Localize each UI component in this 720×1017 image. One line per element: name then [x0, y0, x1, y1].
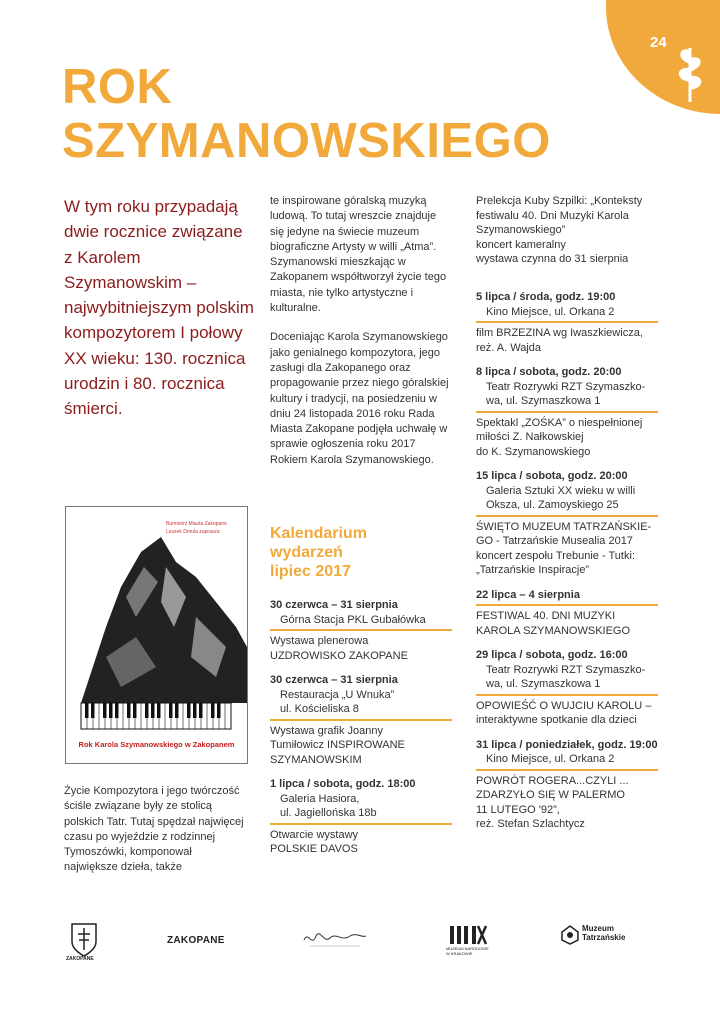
event-item — [476, 738, 658, 832]
event-description: FESTIWAL 40. DNI MUZYKI — [476, 610, 616, 622]
event-venue: Górna Stacja PKL Gubałówka — [280, 613, 426, 626]
event-description: ŚWIĘTO MUZEUM TATRZAŃSKIE- — [476, 520, 652, 533]
event-item — [476, 469, 658, 578]
event-description: KAROLA SZYMANOWSKIEGO — [476, 624, 631, 637]
poster-caption: Rok Karola Szymanowskiego w Zakopanem — [78, 740, 235, 749]
event-date: 1 lipca / sobota, godz. 18:00 — [270, 778, 416, 790]
event-description: Tumiłowicz INSPIROWANE — [270, 739, 405, 751]
event-description: Otwarcie wystawy — [270, 828, 359, 841]
event-date: 30 czerwca – 31 sierpnia — [270, 599, 398, 611]
event-venue: Kino Miejsce, ul. Orkana 2 — [486, 305, 615, 318]
event-item — [476, 290, 658, 355]
event-description: 11 LUTEGO '92”, — [476, 803, 560, 816]
event-venue: wa, ul. Szymaszkowa 1 — [486, 395, 601, 407]
event-venue: ul. Jagiellońska 18b — [280, 807, 377, 819]
mt-label: Muzeum Tatrzańskie — [582, 924, 626, 942]
paragraph: te inspirowane góralską muzyką ludową. To tutaj wreszcie znajduje się jedyne na świecie muzeum biograficzne Artysty w willi „Atma”. Szymanowski mieszkając w Zakopanem współtworzył życie tego miasta, nie tylko artystyczne i kulturalne. — [270, 195, 447, 315]
crest-label: ZAKOPANE — [66, 956, 94, 962]
crest-icon — [68, 920, 100, 960]
calendar-title-line: Kalendarium — [270, 525, 367, 542]
calendar-title-line: lipiec 2017 — [270, 563, 351, 580]
event-description: UZDROWISKO ZAKOPANE — [270, 649, 408, 662]
signature-logo — [300, 924, 370, 954]
event-intro-line: Prelekcja Kuby Szpilki: „Konteksty — [476, 195, 643, 207]
event-divider — [270, 629, 452, 631]
leaf-icon — [668, 40, 712, 104]
event-venue: ul. Kościeliska 8 — [280, 703, 359, 715]
event-divider — [476, 411, 658, 413]
lead-text: W tym roku przypadają dwie rocznice związane z Karolem Szymanowskim – najwybitniejszym polskim kompozytorem I połowy XX wieku: 130. rocznica urodzin i 80. rocznica śmierci. — [64, 197, 254, 419]
body-text-left: Życie Kompozytora i jego twórczość ściśle związane były ze stolicą polskich Tatr. Tutaj spędzał najwięcej czasu po wyjeździe z rodzinnej Tymoszówki, komponował największe dzieła, także — [64, 785, 244, 874]
event-divider — [476, 769, 658, 771]
mnk-logo-icon — [448, 924, 488, 946]
calendar-title-line: wydarzeń — [270, 544, 343, 561]
event-item — [476, 365, 658, 459]
event-divider — [270, 719, 452, 721]
event-intro-col3 — [476, 194, 658, 267]
page-title — [62, 60, 551, 168]
event-description: miłości Z. Nałkowskiej — [476, 431, 584, 443]
event-venue: Restauracja „U Wnuka” — [280, 688, 395, 701]
event-venue: Kino Miejsce, ul. Orkana 2 — [486, 753, 615, 765]
event-divider — [476, 321, 658, 323]
event-description: GO - Tatrzańskie Musealia 2017 — [476, 535, 633, 547]
poster-image — [65, 506, 248, 764]
event-list-col3 — [476, 290, 658, 842]
mt-logo-icon — [560, 924, 580, 946]
event-description: do K. Szymanowskiego — [476, 445, 591, 458]
event-venue: Teatr Rozrywki RZT Szymaszko- — [486, 663, 646, 676]
event-date: 29 lipca / sobota, godz. 16:00 — [476, 649, 628, 661]
event-item — [270, 598, 452, 663]
event-item — [270, 777, 452, 857]
event-description: „Tatrzańskie Inspiracje” — [476, 564, 590, 576]
event-date: 8 lipca / sobota, godz. 20:00 — [476, 366, 622, 378]
event-item — [476, 648, 658, 728]
event-date: 30 czerwca – 31 sierpnia — [270, 674, 398, 686]
event-intro-line: festiwalu 40. Dni Muzyki Karola — [476, 209, 629, 222]
event-divider — [476, 515, 658, 517]
event-item — [476, 588, 658, 639]
event-description: reż. A. Wajda — [476, 341, 542, 354]
paragraph: Doceniając Karola Szymanowskiego jako genialnego kompozytora, jego zasługi dla Zakopanego oraz propagowanie przez niego góralskiej kultury i tradycji, na posiedzeniu w dniu 24 listopada 2016 roku Rada Miasta Zakopane podjęła uchwałę w sprawie ogłoszenia roku 2017 Rokiem Karola Szymanowskiego. — [270, 331, 449, 466]
event-venue: Teatr Rozrywki RZT Szymaszko- — [486, 380, 646, 393]
event-description: interaktywne spotkanie dla dzieci — [476, 714, 637, 726]
event-date: 15 lipca / sobota, godz. 20:00 — [476, 470, 628, 482]
event-intro-line: wystawa czynna do 31 sierpnia — [476, 253, 629, 265]
event-description: Wystawa plenerowa — [270, 635, 369, 647]
piano-keys — [66, 507, 247, 763]
event-date: 5 lipca / środa, godz. 19:00 — [476, 291, 616, 303]
event-intro-line: Szymanowskiego” — [476, 224, 566, 236]
event-list-col2 — [270, 598, 452, 867]
title-line-1: ROK — [62, 60, 173, 114]
title-line-2: SZYMANOWSKIEGO — [62, 114, 551, 168]
event-item — [270, 673, 452, 767]
page-number: 24 — [650, 34, 667, 51]
event-venue: Galeria Hasiora, — [280, 792, 360, 805]
poster-line-1: Burmistrz Miasta Zakopane — [166, 521, 227, 527]
event-venue: Galeria Sztuki XX wieku w willi — [486, 484, 636, 497]
event-description: ZDARZYŁO SIĘ W PALERMO — [476, 789, 625, 801]
event-divider — [476, 604, 658, 606]
mnk-label: MUZEUM NARODOWE W KRAKOWIE — [446, 946, 489, 956]
event-divider — [270, 823, 452, 825]
event-venue: wa, ul. Szymaszkowa 1 — [486, 678, 601, 690]
event-description: OPOWIEŚĆ O WUJCIU KAROLU – — [476, 699, 652, 712]
event-description: reż. Stefan Szlachtycz — [476, 818, 585, 830]
column-2-text — [270, 194, 452, 482]
event-date: 22 lipca – 4 sierpnia — [476, 588, 580, 601]
event-description: POWRÓT ROGERA...CZYLI ... — [476, 774, 629, 787]
event-description: SZYMANOWSKIM — [270, 753, 362, 766]
event-divider — [476, 694, 658, 696]
event-date: 31 lipca / poniedziałek, godz. 19:00 — [476, 738, 658, 751]
calendar-title — [270, 524, 367, 581]
event-description: Spektakl „ZOŚKA” o niespełnionej — [476, 416, 643, 429]
event-description: Wystawa grafik Joanny — [270, 724, 384, 737]
event-venue: Oksza, ul. Zamoyskiego 25 — [486, 499, 619, 511]
event-description: koncert zespołu Trebunie - Tutki: — [476, 549, 635, 562]
event-description: film BRZEZINA wg Iwaszkiewicza, — [476, 327, 643, 339]
event-description: POLSKIE DAVOS — [270, 843, 358, 855]
zakopane-logo: ZAKOPANE — [167, 935, 225, 946]
poster-line-2: Leszek Dorula zaprasza — [166, 529, 220, 535]
event-intro-line: koncert kameralny — [476, 238, 566, 251]
